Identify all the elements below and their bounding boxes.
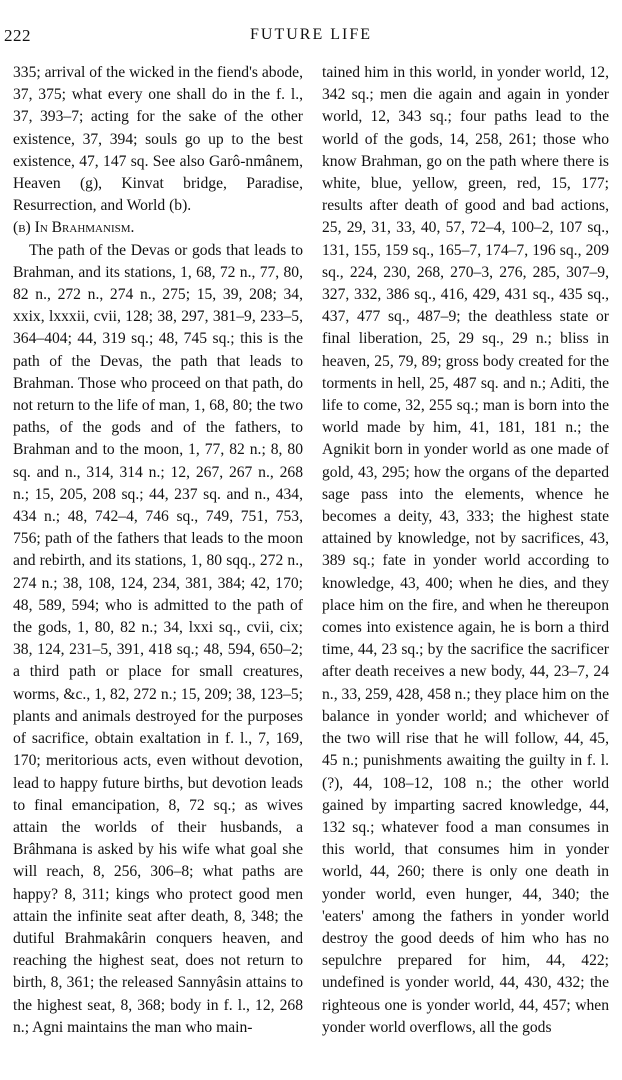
page-number: 222 <box>4 26 31 45</box>
page-header <box>0 26 622 50</box>
right-column <box>322 62 609 1039</box>
right-column-continuation: tained him in this world, in yonder world, 12, 342 sq.; men die again and again in yonder world, 12, 343 sq.; four paths lead to the world of the gods, 14, 258, 261; those who know Brahman, go on the path where there is white, blue, yellow, green, red, 15, 177; results after death of good and bad actions, 25, 29, 31, 33, 40, 57, 72–4, 100–2, 107 sq., 131, 155, 159 sq., 165–7, 174–7, 196 sq., 209 sq., 224, 230, 268, 270–3, 276, 285, 307–9, 327, 332, 386 sq., 416, 429, 431 sq., 435 sq., 437, 477 sq., 487–9; the deathless state or final liberation, 25, 29 sq., 29 n.; bliss in heaven, 25, 79, 89; gross body created for the torments in hell, 25, 487 sq. and n.; Aditi, the life to come, 32, 255 sq.; man is born into the world made by him, 41, 181, 181 n.; the Agnikit born in yonder world as one made of gold, 43, 295; how the organs of the departed sage pass into the elements, whence he becomes a deity, 43, 333; the highest state attained by knowledge, not by sacrifices, 43, 389 sq.; fate in yonder world according to knowledge, 43, 400; when he dies, and they place him on the fire, and when he thereupon comes into existence again, he is born a third time, 44, 23 sq.; by the sacrifice the sacrificer after death receives a new body, 44, 23–7, 24 n., 33, 259, 428, 458 n.; they place him on the balance in yonder world; and whichever of the two will rise that he will follow, 44, 45, 45 n.; punishments awaiting the guilty in f. l. (?), 44, 108–12, 108 n.; the other world gained by imparting sacred knowledge, 44, 132 sq.; whatever food a man consumes in this world, that consumes him in yonder world, 44, 260; there is only one death in yonder world, even hunger, 44, 340; the 'eaters' among the fathers in yonder world destroy the good deeds of him who has no sepulchre prepared for him, 44, 422; undefined is yonder world, 44, 430, 432; the righteous one is yonder world, 44, 457; when yonder world overflows, all the gods <box>322 64 609 1036</box>
left-column <box>13 62 303 1039</box>
running-title: FUTURE LIFE <box>250 26 372 43</box>
left-column-continuation: 335; arrival of the wicked in the fiend's abode, 37, 375; what every one shall do in the f. l., 37, 393–7; acting for the sake of the other existence, 37, 394; souls go up to the best existence, 47, 147 sq. See also Garô-nmânem, Heaven (g), Kinvat bridge, Paradise, Resurrection, and World (b). <box>13 64 303 215</box>
left-column-entry-brahmanism: The path of the Devas or gods that leads to Brahman, and its stations, 1, 68, 72 n., 77, 80, 82 n., 272 n., 274 n., 275; 15, 39, 208; 34, xxix, lxxxii, cvii, 128; 38, 297, 381–9, 233–5, 364–404; 44, 319 sq.; 48, 745 sq.; this is the path of the Devas, the path that leads to Brahman. Those who proceed on that path, do not return to the life of man, 1, 68, 80; the two paths, of the gods and of the fathers, to Brahman and to the moon, 1, 77, 82 n.; 8, 80 sq. and n., 314, 314 n.; 12, 267, 267 n., 268 n.; 15, 205, 208 sq.; 44, 237 sq. and n., 434, 434 n.; 48, 742–4, 746 sq., 749, 751, 753, 756; path of the fathers that leads to the moon and rebirth, and its stations, 1, 80 sqq., 272 n., 274 n.; 38, 108, 124, 234, 381, 384; 42, 170; 48, 589, 594; who is admitted to the path of the gods, 1, 80, 82 n.; 34, lxxi sq., cvii, cix; 38, 124, 231–5, 391, 418 sq.; 48, 594, 650–2; a third path or place for small creatures, worms, &c., 1, 82, 272 n.; 15, 209; 38, 123–5; plants and animals destroyed for the purposes of sacrifice, obtain exaltation in f. l., 7, 169, 170; meritorious acts, even without devotion, lead to happy future births, but devotion leads to final emancipation, 8, 72 sq.; as wives attain the worlds of their husbands, a Brâhmana is asked by his wife what goal she will reach, 8, 256, 306–8; what paths are happy? 8, 311; kings who protect good men attain the infinite seat after death, 8, 348; the dutiful Brahmakârin conquers heaven, and reaching the highest seat, does not return to birth, 8, 361; the released Sannyâsin attains to the highest seat, 8, 368; body in f. l., 12, 268 n.; Agni maintains the man who main- <box>13 241 303 1036</box>
section-heading-brahmanism: (b) In Brahmanism. <box>13 219 135 237</box>
